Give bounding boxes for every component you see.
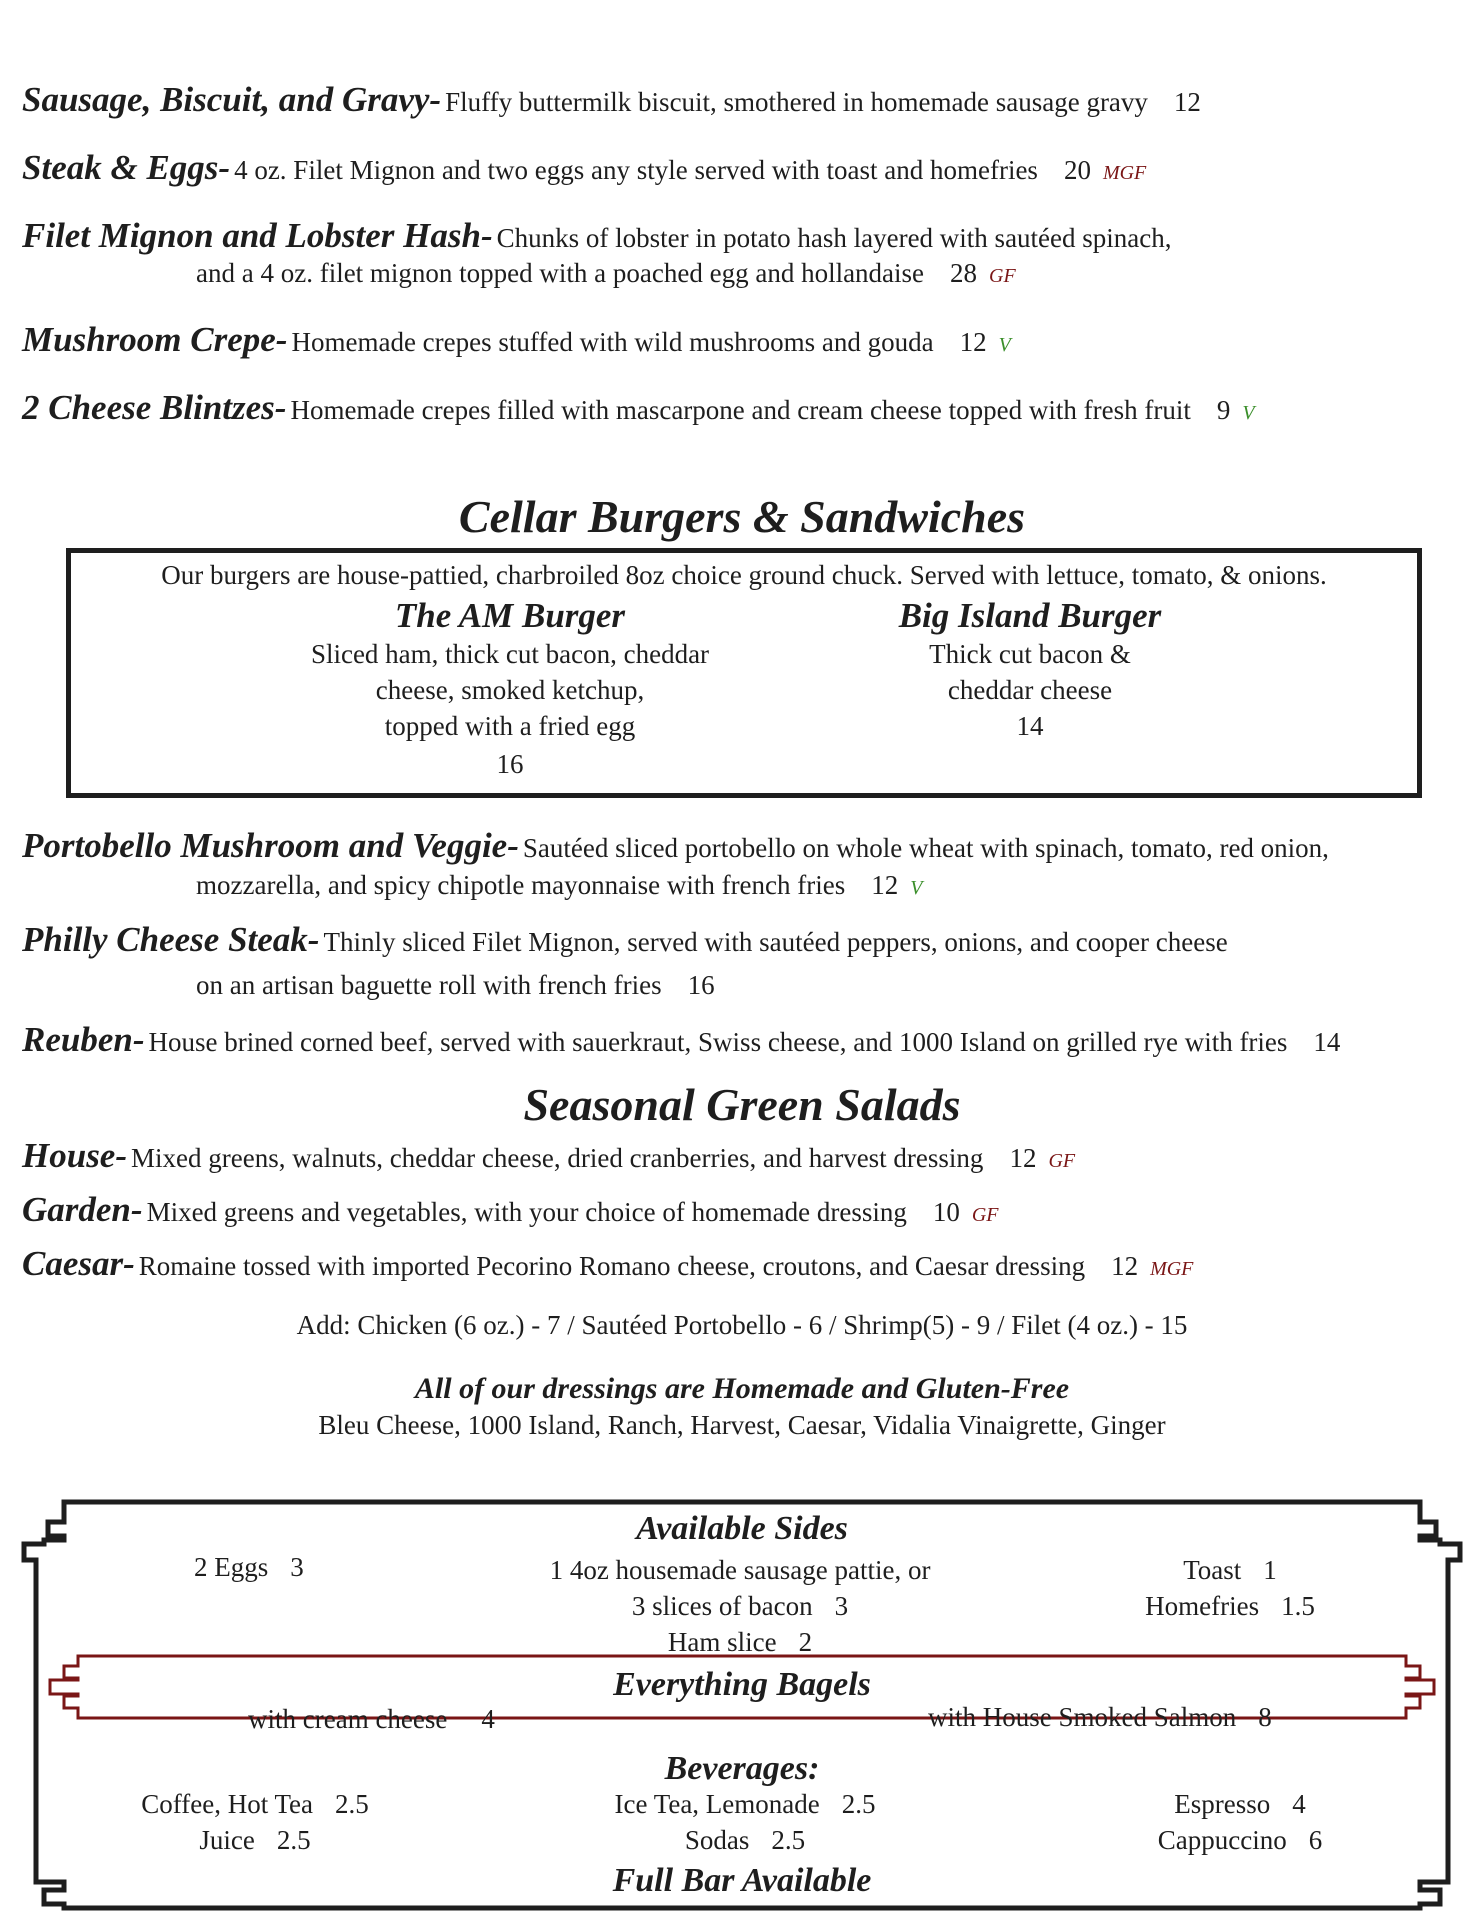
salad-garden (22, 1190, 999, 1230)
side-price: 2 (798, 1627, 813, 1657)
side-name: 2 Eggs (194, 1552, 269, 1582)
full-bar-note: Full Bar Available (612, 1862, 872, 1899)
item-desc: Mixed greens and vegetables, with your choice of homemade dressing (146, 1197, 907, 1227)
item-desc: House brined corned beef, served with sauerkraut, Swiss cheese, and 1000 Island on grilled rye with fries (148, 1027, 1288, 1057)
beverage-price: 6 (1308, 1825, 1323, 1855)
burger-line: Thick cut bacon & (929, 639, 1131, 669)
bagel-name: with House Smoked Salmon (928, 1702, 1237, 1732)
burger-line: cheddar cheese (947, 675, 1113, 705)
section-heading-salads: Seasonal Green Salads (523, 1079, 961, 1130)
dressings-list: Bleu Cheese, 1000 Island, Ranch, Harvest, Caesar, Vidalia Vinaigrette, Ginger (318, 1410, 1166, 1440)
item-name: Portobello Mushroom and Veggie- (22, 826, 519, 865)
item-price: 12 (1111, 1251, 1139, 1281)
item-name: Garden- (22, 1190, 143, 1229)
item-desc-cont: on an artisan baguette roll with french fries (196, 970, 662, 1000)
item-name: Caesar- (22, 1244, 135, 1283)
menu-item-sausage-biscuit (22, 80, 1201, 120)
item-name: 2 Cheese Blintzes- (22, 388, 287, 427)
section-heading-burgers: Cellar Burgers & Sandwiches (458, 491, 1026, 542)
menu-item-mushroom-crepe (22, 320, 1011, 360)
beverages-middle (570, 1786, 920, 1858)
item-name: Philly Cheese Steak- (22, 920, 320, 959)
burger-price: 14 (1016, 711, 1044, 741)
bagel-salmon (928, 1702, 1272, 1733)
menu-item-portobello (22, 826, 1329, 866)
big-island-burger (830, 596, 1230, 744)
beverage-price: 2.5 (335, 1789, 369, 1819)
beverage-price: 2.5 (771, 1825, 806, 1855)
burger-name: The AM Burger (394, 596, 626, 635)
menu-item-philly-cont (196, 970, 715, 1001)
bagel-cream-cheese (248, 1704, 495, 1735)
item-price: 28 (950, 258, 978, 288)
beverage-name: Espresso (1174, 1789, 1271, 1819)
dietary-tag: GF (971, 1204, 999, 1226)
item-price: 12 (959, 327, 987, 357)
beverage-name: Juice (199, 1825, 255, 1855)
menu-item-philly (22, 920, 1228, 960)
side-price: 3 (834, 1591, 849, 1621)
sides-heading: Available Sides (636, 1510, 848, 1547)
side-eggs (194, 1552, 304, 1583)
beverage-name: Ice Tea, Lemonade (614, 1789, 820, 1819)
dietary-tag: MGF (1102, 162, 1147, 184)
burger-line: cheese, smoked ketchup, (375, 675, 645, 705)
item-desc: 4 oz. Filet Mignon and two eggs any style served with toast and homefries (234, 155, 1038, 185)
side-meat-line: 3 slices of bacon (631, 1591, 813, 1621)
menu-item-filet-lobster-hash (22, 216, 1172, 256)
item-desc-cont: mozzarella, and spicy chipotle mayonnaise with french fries (196, 870, 846, 900)
beverage-price: 2.5 (276, 1825, 311, 1855)
item-price: 16 (687, 970, 715, 1000)
burger-line: Sliced ham, thick cut bacon, cheddar (310, 639, 710, 669)
item-name: Mushroom Crepe- (22, 320, 288, 359)
side-price: 1.5 (1281, 1591, 1315, 1621)
dietary-tag: V (910, 877, 923, 899)
item-name: House- (22, 1136, 127, 1175)
item-desc: Homemade crepes stuffed with wild mushrooms and gouda (291, 327, 934, 357)
salad-house (22, 1136, 1075, 1176)
item-price: 12 (1009, 1143, 1037, 1173)
burger-line: topped with a fried egg (384, 711, 636, 741)
item-price: 14 (1313, 1027, 1341, 1057)
item-name: Steak & Eggs- (22, 148, 231, 187)
item-desc: Mixed greens, walnuts, cheddar cheese, dried cranberries, and harvest dressing (131, 1143, 984, 1173)
menu-item-reuben (22, 1020, 1340, 1060)
burger-name: Big Island Burger (898, 596, 1162, 635)
beverage-price: 2.5 (841, 1789, 876, 1819)
item-price: 12 (1173, 87, 1201, 117)
burger-intro: Our burgers are house-pattied, charbroiled 8oz choice ground chuck. Served with lettuce, tomato, & onions. (161, 560, 1327, 590)
item-desc: Thinly sliced Filet Mignon, served with sautéed peppers, onions, and cooper cheese (323, 927, 1228, 957)
burger-price: 16 (496, 749, 524, 779)
item-name: Sausage, Biscuit, and Gravy- (22, 80, 442, 119)
side-price: 1 (1263, 1555, 1277, 1585)
item-price: 10 (932, 1197, 960, 1227)
beverages-heading: Beverages: (664, 1750, 820, 1787)
side-toast-homefries (1100, 1552, 1360, 1624)
dietary-tag: GF (1048, 1150, 1076, 1172)
salad-add-ons: Add: Chicken (6 oz.) - 7 / Sautéed Portobello - 6 / Shrimp(5) - 9 / Filet (4 oz.) - 15 (296, 1310, 1188, 1340)
item-name: Filet Mignon and Lobster Hash- (22, 216, 493, 255)
item-name: Reuben- (22, 1020, 145, 1059)
item-desc: Romaine tossed with imported Pecorino Romano cheese, croutons, and Caesar dressing (138, 1251, 1086, 1281)
am-burger (260, 596, 760, 784)
item-desc: Homemade crepes filled with mascarpone and cream cheese topped with fresh fruit (290, 395, 1191, 425)
bagel-price: 4 (481, 1704, 495, 1734)
side-ham: Ham slice (667, 1627, 777, 1657)
beverage-name: Cappuccino (1157, 1825, 1287, 1855)
dietary-tag: MGF (1150, 1258, 1194, 1280)
menu-item-filet-lobster-hash-cont (196, 258, 1016, 289)
beverages-right (1110, 1786, 1370, 1858)
side-meat-line: 1 4oz housemade sausage pattie, or (549, 1555, 931, 1585)
beverages-left (100, 1786, 410, 1858)
bagel-name: with cream cheese (248, 1704, 448, 1734)
item-desc-cont: and a 4 oz. filet mignon topped with a poached egg and hollandaise (196, 258, 925, 288)
bagels-heading: Everything Bagels (613, 1666, 871, 1703)
menu-item-portobello-cont (196, 870, 922, 901)
item-price: 20 (1063, 155, 1091, 185)
item-price: 9 (1216, 395, 1231, 425)
side-homefries: Homefries (1145, 1591, 1260, 1621)
item-desc: Chunks of lobster in potato hash layered with sautéed spinach, (496, 223, 1172, 253)
item-price: 12 (871, 870, 899, 900)
dressings-title: All of our dressings are Homemade and Gluten-Free (414, 1372, 1070, 1405)
side-toast: Toast (1183, 1555, 1242, 1585)
menu-item-cheese-blintzes (22, 388, 1255, 428)
side-price: 3 (290, 1552, 304, 1582)
salad-caesar (22, 1244, 1193, 1284)
item-desc: Sautéed sliced portobello on whole wheat with spinach, tomato, red onion, (522, 833, 1329, 863)
item-desc: Fluffy buttermilk biscuit, smothered in homemade sausage gravy (445, 87, 1148, 117)
side-meats (480, 1552, 1000, 1660)
dietary-tag: GF (989, 265, 1016, 287)
menu-item-steak-eggs (22, 148, 1146, 188)
beverage-name: Sodas (684, 1825, 750, 1855)
dietary-tag: V (998, 334, 1011, 356)
beverage-price: 4 (1292, 1789, 1306, 1819)
beverage-name: Coffee, Hot Tea (141, 1789, 314, 1819)
dietary-tag: V (1242, 402, 1255, 424)
bagel-price: 8 (1258, 1702, 1272, 1732)
